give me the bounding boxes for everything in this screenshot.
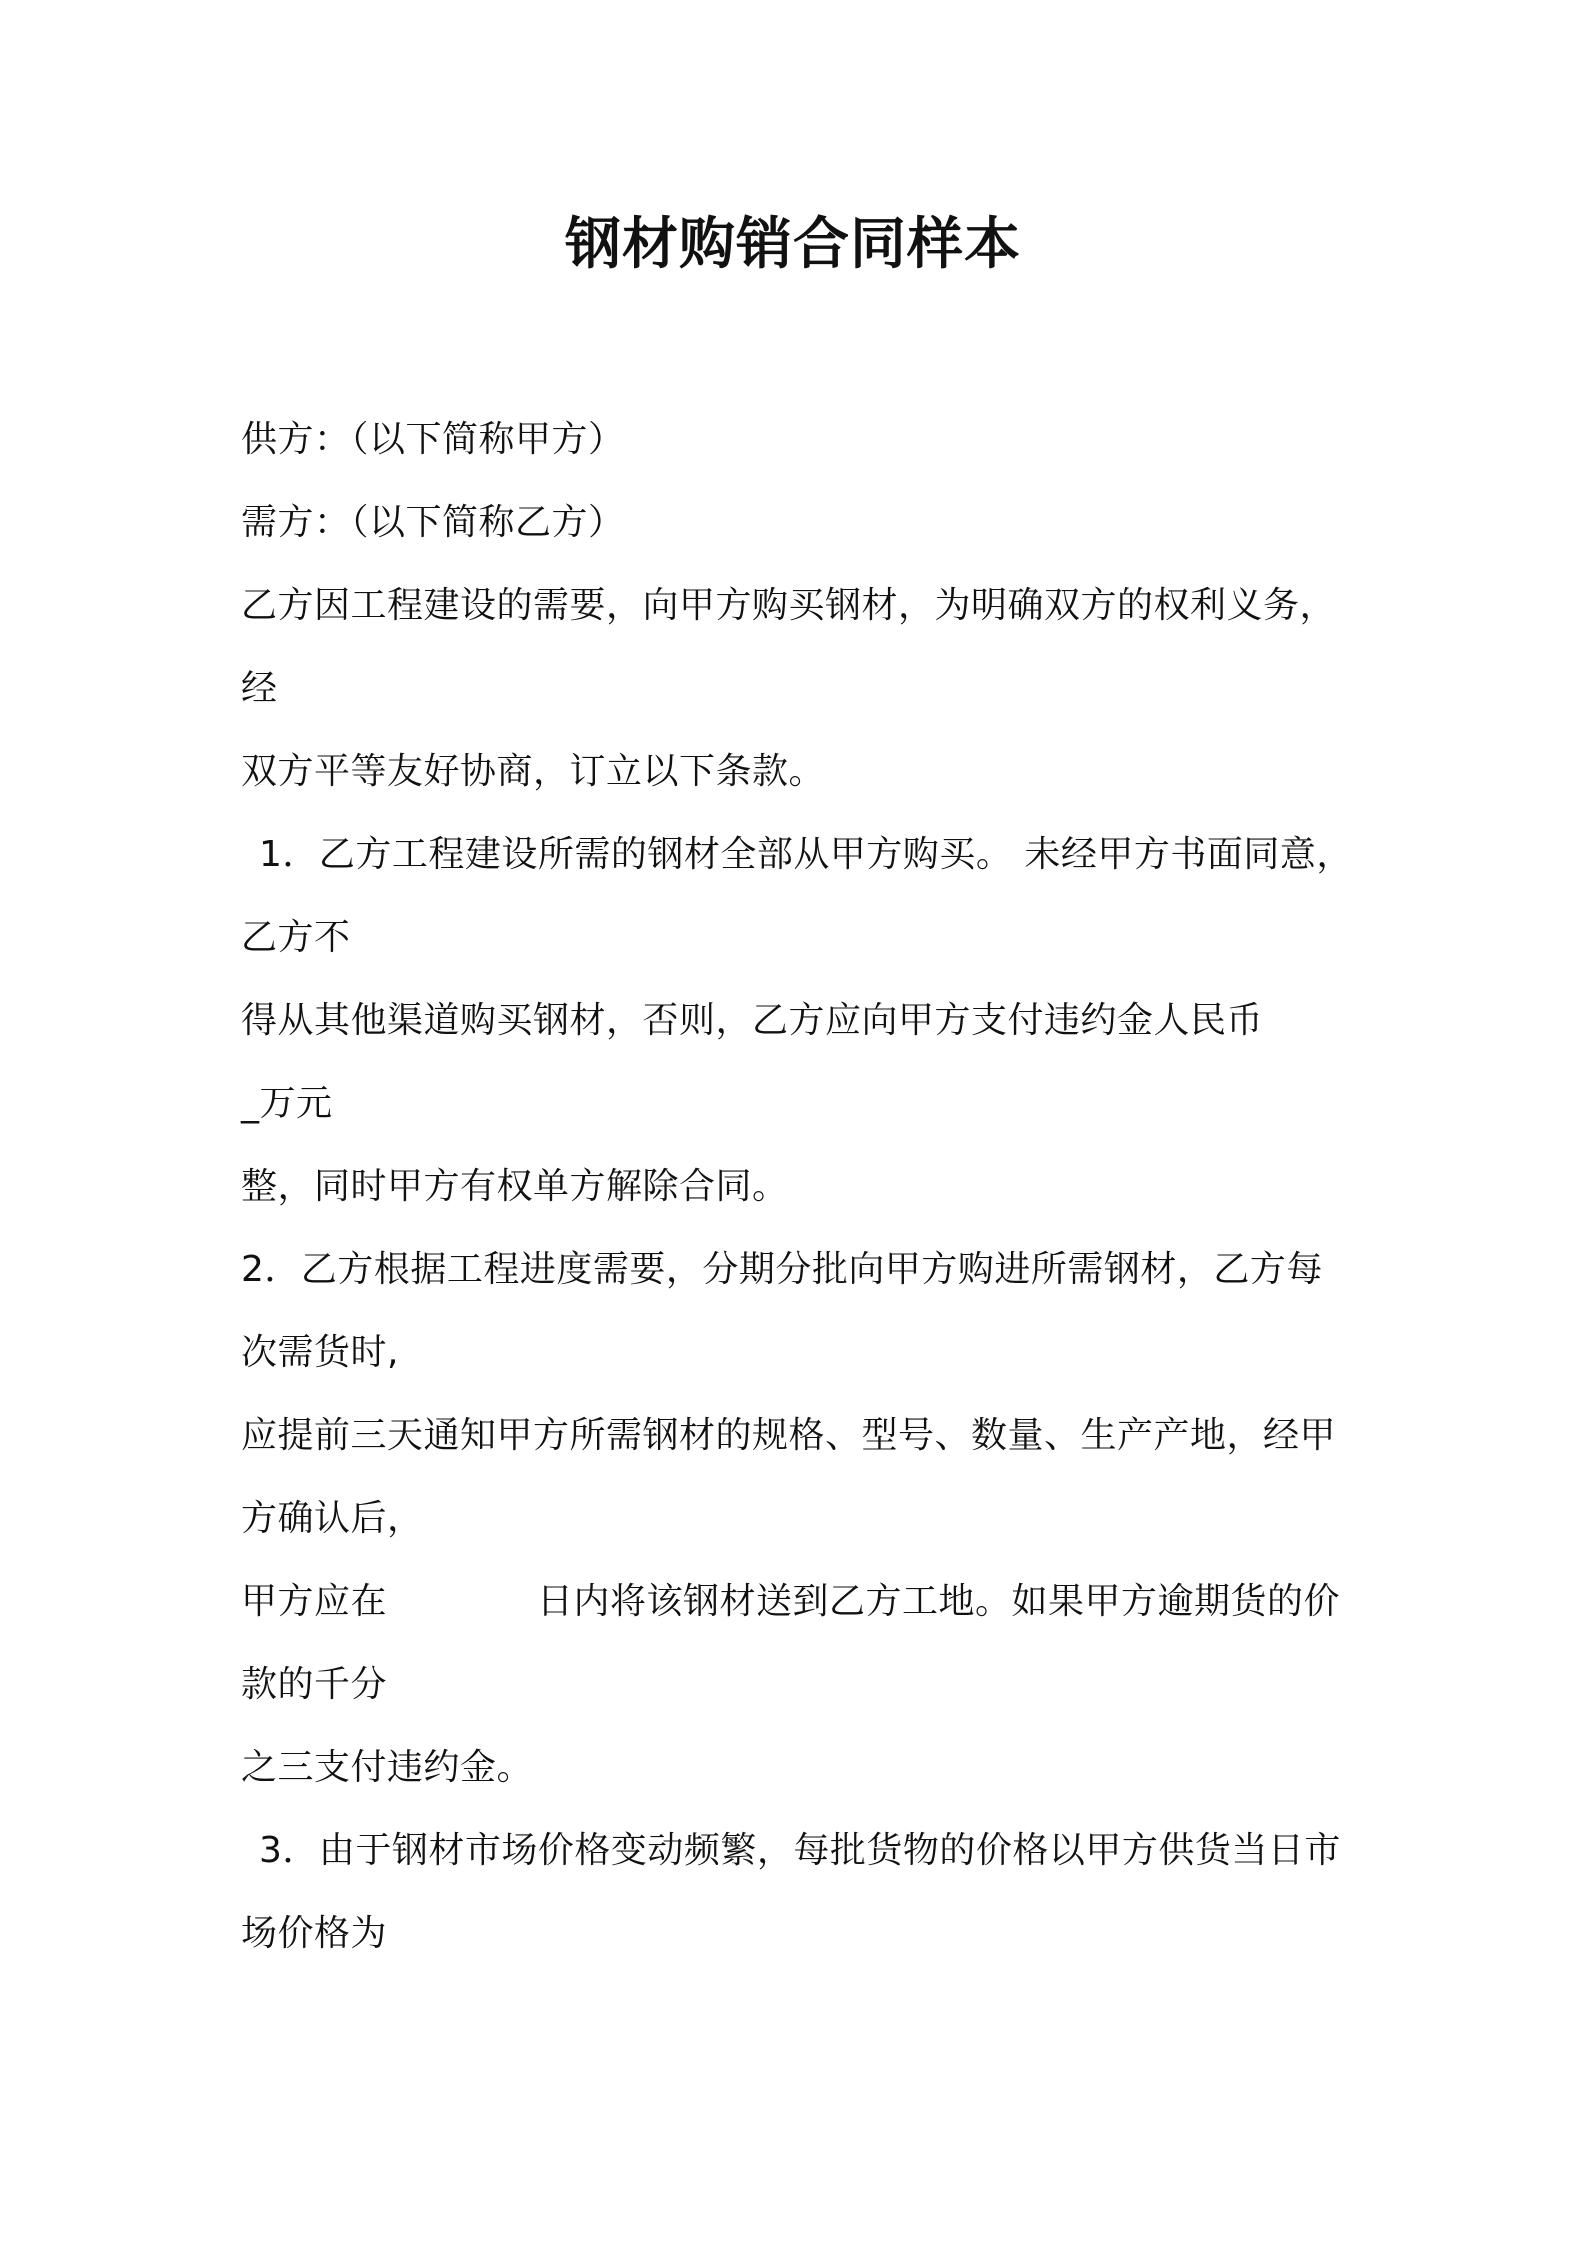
clause-3-line-1: 3．由于钢材市场价格变动频繁，每批货物的价格以甲方供货当日市 <box>259 1830 1341 1871</box>
buyer-line: 需方：（以下简称乙方） <box>241 502 625 543</box>
clause-1-line-5: 整，同时甲方有权单方解除合同。 <box>241 1166 789 1207</box>
intro-line-1: 乙方因工程建设的需要，向甲方购买钢材，为明确双方的权利义务， <box>241 585 1337 626</box>
intro-line-3: 双方平等友好协商，订立以下条款。 <box>241 751 826 792</box>
clause-2-line-2: 次需货时, <box>241 1332 399 1373</box>
clause-2-line-4: 方确认后， <box>241 1498 424 1539</box>
clause-2-line-6: 款的千分 <box>241 1664 388 1705</box>
clause-3-line-2: 场价格为 <box>241 1913 388 1954</box>
clause-2-line-7: 之三支付违约金。 <box>241 1747 534 1788</box>
intro-line-2: 经 <box>241 668 278 709</box>
clause-2-line-3: 应提前三天通知甲方所需钢材的规格、型号、数量、生产产地，经甲 <box>241 1415 1337 1456</box>
document-title: 钢材购销合同样本 <box>565 212 1021 277</box>
clause-2-line-5 <box>241 1560 1361 1643</box>
clause-2-delivery-suffix: 日内将该钢材送到乙方工地。如果甲方逾期货的价 <box>537 1581 1341 1622</box>
document-body <box>241 398 1361 1975</box>
clause-1-line-4: _万元 <box>241 1083 333 1124</box>
clause-1-line-3: 得从其他渠道购买钢材，否则，乙方应向甲方支付违约金人民币 <box>241 1000 1264 1041</box>
clause-2-line-1: 2．乙方根据工程进度需要，分期分批向甲方购进所需钢材，乙方每 <box>241 1249 1323 1290</box>
clause-1-line-2: 乙方不 <box>241 917 351 958</box>
clause-2-delivery-prefix: 甲方应在 <box>241 1581 388 1622</box>
clause-1-line-1: 1．乙方工程建设所需的钢材全部从甲方购买。 未经甲方书面同意， <box>259 834 1353 875</box>
supplier-line: 供方：（以下简称甲方） <box>241 419 625 460</box>
